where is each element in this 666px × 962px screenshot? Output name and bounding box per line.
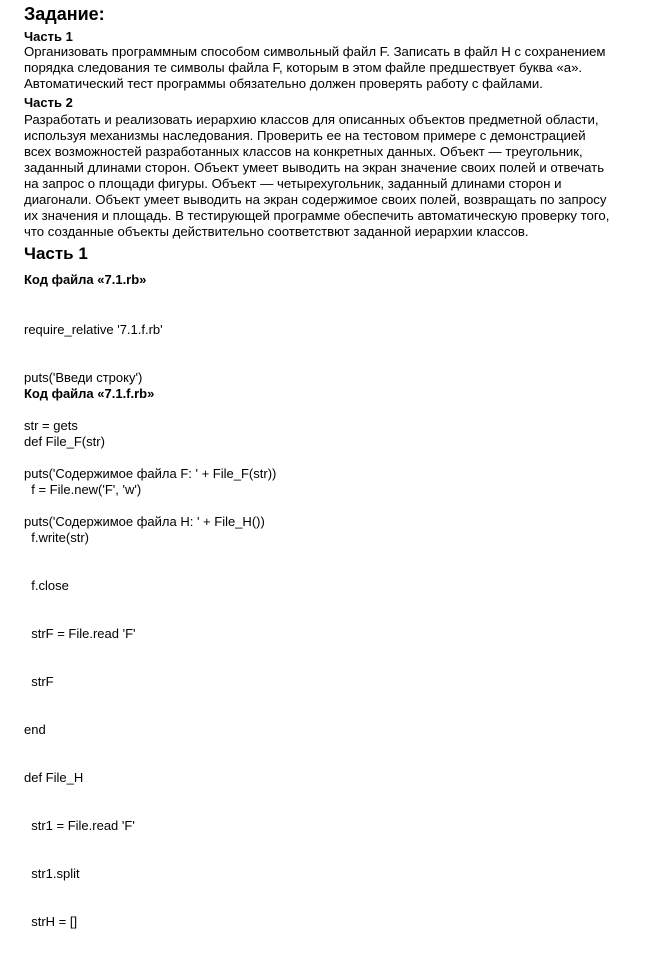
part1-line: порядка следования те символы файла F, которым в этом файле предшествует буква «а». bbox=[24, 60, 583, 75]
part2-line: на запрос о площади фигуры. Объект — четырехугольник, заданный длинами сторон и bbox=[24, 176, 562, 191]
part2-line: всех возможностей разработанных классов на конкретных данных. Объект — треугольник, bbox=[24, 144, 583, 159]
part2-line: заданный длинами сторон. Объект умеет выводить на экран значение своих полей и отвечать bbox=[24, 160, 605, 175]
code-line: f.close bbox=[24, 578, 69, 593]
code-line: strH = [] bbox=[24, 914, 78, 929]
task-title: Задание: bbox=[24, 4, 105, 24]
code-line: str1.split bbox=[24, 866, 80, 881]
section1-title: Часть 1 bbox=[24, 244, 88, 263]
code-line: end bbox=[24, 722, 46, 737]
file1-label: Код файла «7.1.rb» bbox=[24, 272, 147, 287]
code-line: puts('Содержимое файла F: ' + File_F(str)) bbox=[24, 466, 277, 481]
code-line: require_relative '7.1.f.rb' bbox=[24, 322, 163, 337]
part2-line: диагонали. Объект умеет выводить на экран содержимое своих полей, возвращать по запросу bbox=[24, 192, 607, 207]
code-line: f = File.new('F', 'w') bbox=[24, 482, 142, 497]
code-line: def File_H bbox=[24, 770, 84, 785]
part2-line: используя механизмы наследования. Проверить ее на тестовом примере с демонстрацией bbox=[24, 128, 586, 143]
code-line: puts('Содержимое файла H: ' + File_H()) bbox=[24, 514, 265, 529]
code-line: str = gets bbox=[24, 418, 78, 433]
code-line: str1 = File.read 'F' bbox=[24, 818, 135, 833]
part2-line: Разработать и реализовать иерархию классов для описанных объектов предметной области, bbox=[24, 112, 599, 127]
part2-label: Часть 2 bbox=[24, 95, 73, 110]
code-line: def File_F(str) bbox=[24, 434, 105, 449]
part2-line: что созданные объекты действительно соответствют заданной иерархии классов. bbox=[24, 224, 529, 239]
code-line: f.write(str) bbox=[24, 530, 89, 545]
code-line: strF = File.read 'F' bbox=[24, 626, 136, 641]
part1-label: Часть 1 bbox=[24, 29, 73, 44]
code-line: puts('Введи строку') bbox=[24, 370, 143, 385]
file2-code bbox=[24, 402, 141, 962]
part1-line: Организовать программным способом символьный файл F. Записать в файл H с сохранением bbox=[24, 44, 606, 59]
part2-line: их значения и площадь. В тестирующей программе обеспечить автоматическую проверку того, bbox=[24, 208, 610, 223]
code-line: strF bbox=[24, 674, 54, 689]
file2-label: Код файла «7.1.f.rb» bbox=[24, 386, 155, 401]
part1-line: Автоматический тест программы обязательно должен проверять работу с файлами. bbox=[24, 76, 543, 91]
part2-text bbox=[24, 112, 649, 240]
part1-text bbox=[24, 44, 649, 92]
